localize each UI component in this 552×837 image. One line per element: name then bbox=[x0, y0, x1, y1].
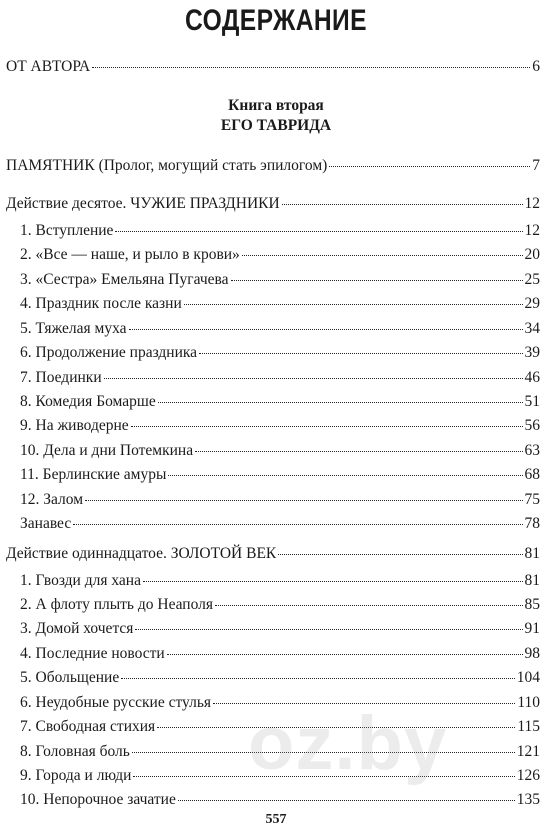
toc-entry-page: 75 bbox=[524, 491, 540, 508]
toc-entry-label: 4. Праздник после казни bbox=[20, 295, 182, 312]
dot-leader bbox=[178, 800, 515, 801]
dot-leader bbox=[129, 329, 523, 330]
dot-leader bbox=[213, 703, 515, 704]
toc-chapter[interactable] bbox=[20, 344, 540, 362]
dot-leader bbox=[115, 231, 522, 232]
toc-chapter[interactable] bbox=[20, 620, 540, 638]
toc-entry-page: 126 bbox=[516, 767, 540, 784]
toc-chapter[interactable] bbox=[20, 767, 540, 785]
toc-entry-page: 12 bbox=[524, 222, 540, 239]
toc-entry-act10[interactable] bbox=[6, 195, 540, 213]
toc-entry-label: 7. Свободная стихия bbox=[20, 718, 156, 735]
toc-chapter[interactable] bbox=[20, 393, 540, 411]
toc-entry-page: 98 bbox=[524, 645, 540, 662]
dot-leader bbox=[143, 581, 523, 582]
toc-entry-page: 68 bbox=[524, 466, 540, 483]
toc-entry-page: 29 bbox=[524, 295, 540, 312]
dot-leader bbox=[231, 280, 523, 281]
toc-entry-page: 81 bbox=[524, 545, 540, 562]
toc-chapter[interactable] bbox=[20, 466, 540, 484]
toc-chapter[interactable] bbox=[20, 271, 540, 289]
page-title: СОДЕРЖАНИЕ bbox=[185, 4, 367, 37]
toc-entry-label: 6. Продолжение праздника bbox=[20, 344, 198, 361]
toc-chapter[interactable] bbox=[20, 572, 540, 590]
toc-entry-label: 8. Комедия Бомарше bbox=[20, 393, 156, 410]
toc-entry-preface[interactable] bbox=[6, 58, 540, 76]
toc-entry-label: 3. «Сестра» Емельяна Пугачева bbox=[20, 271, 229, 288]
dot-leader bbox=[167, 654, 523, 655]
dot-leader bbox=[184, 304, 523, 305]
toc-entry-prologue[interactable] bbox=[6, 157, 540, 175]
page-number: 557 bbox=[265, 812, 287, 827]
book-title: ЕГО ТАВРИДА bbox=[220, 117, 332, 134]
toc-chapter[interactable] bbox=[20, 246, 540, 264]
toc-entry-label: 8. Головная боль bbox=[20, 743, 130, 760]
toc-entry-page: 20 bbox=[524, 246, 540, 263]
toc-entry-label: 11. Берлинские амуры bbox=[20, 466, 167, 483]
toc-entry-act11[interactable] bbox=[6, 545, 540, 563]
toc-chapter[interactable] bbox=[20, 369, 540, 387]
toc-entry-label: 4. Последние новости bbox=[20, 645, 165, 662]
toc-chapter[interactable] bbox=[20, 743, 540, 761]
dot-leader bbox=[131, 426, 523, 427]
toc-chapter[interactable] bbox=[20, 645, 540, 663]
dot-leader bbox=[282, 204, 523, 205]
toc-entry-page: 25 bbox=[524, 271, 540, 288]
toc-entry-label: 2. А флоту плыть до Неаполя bbox=[20, 596, 214, 613]
toc-entry-label: 1. Вступление bbox=[20, 222, 114, 239]
toc-entry-page: 91 bbox=[524, 620, 540, 637]
book-subtitle: Книга вторая bbox=[228, 97, 324, 114]
dot-leader bbox=[195, 451, 522, 452]
toc-entry-label: 9. Города и люди bbox=[20, 767, 132, 784]
toc-chapter[interactable] bbox=[20, 669, 540, 687]
toc-entry-page: 39 bbox=[524, 344, 540, 361]
dot-leader bbox=[278, 554, 522, 555]
toc-chapter[interactable] bbox=[20, 295, 540, 313]
toc-entry-page: 104 bbox=[516, 669, 540, 686]
toc-entry-label: ПАМЯТНИК (Пролог, могущий стать эпилогом) bbox=[6, 157, 328, 174]
toc-entry-page: 56 bbox=[524, 417, 540, 434]
toc-entry-label: 1. Гвозди для хана bbox=[20, 572, 141, 589]
toc-entry-label: 2. «Все — наше, и рыло в крови» bbox=[20, 246, 240, 263]
dot-leader bbox=[199, 353, 522, 354]
toc-chapter[interactable] bbox=[20, 491, 540, 509]
toc-entry-label: 12. Залом bbox=[20, 491, 84, 508]
dot-leader bbox=[168, 475, 522, 476]
toc-entry-page: 81 bbox=[524, 572, 540, 589]
dot-leader bbox=[85, 500, 522, 501]
dot-leader bbox=[215, 605, 522, 606]
toc-chapter[interactable] bbox=[20, 596, 540, 614]
toc-entry-label: 7. Поединки bbox=[20, 369, 102, 386]
toc-entry-label: Действие десятое. ЧУЖИЕ ПРАЗДНИКИ bbox=[6, 195, 280, 212]
toc-entry-page: 63 bbox=[524, 442, 540, 459]
toc-chapter[interactable] bbox=[20, 718, 540, 736]
dot-leader bbox=[157, 727, 515, 728]
toc-entry-page: 51 bbox=[524, 393, 540, 410]
toc-entry-page: 85 bbox=[524, 596, 540, 613]
toc-entry-page: 34 bbox=[524, 320, 540, 337]
toc-chapter[interactable] bbox=[20, 694, 540, 712]
dot-leader bbox=[158, 402, 523, 403]
toc-chapter[interactable] bbox=[20, 222, 540, 240]
dot-leader bbox=[135, 629, 522, 630]
dot-leader bbox=[329, 166, 530, 167]
toc-entry-label: 5. Тяжелая муха bbox=[20, 320, 127, 337]
toc-entry-page: 7 bbox=[532, 157, 540, 174]
toc-entry-page: 12 bbox=[524, 195, 540, 212]
dot-leader bbox=[104, 378, 523, 379]
toc-entry-label: 9. На живодерне bbox=[20, 417, 129, 434]
dot-leader bbox=[133, 776, 514, 777]
toc-entry-label: 6. Неудобные русские стулья bbox=[20, 694, 212, 711]
toc-entry-page: 110 bbox=[517, 694, 540, 711]
dot-leader bbox=[92, 67, 530, 68]
toc-entry-page: 121 bbox=[516, 743, 540, 760]
toc-entry-label: 5. Обольщение bbox=[20, 669, 120, 686]
toc-entry-label: 3. Домой хочется bbox=[20, 620, 134, 637]
toc-entry-page: 46 bbox=[524, 369, 540, 386]
toc-entry-page: 115 bbox=[517, 718, 540, 735]
dot-leader bbox=[121, 678, 515, 679]
toc-chapter[interactable] bbox=[20, 442, 540, 460]
toc-entry-page: 6 bbox=[532, 58, 540, 75]
toc-entry-page: 78 bbox=[524, 515, 540, 532]
toc-chapter[interactable] bbox=[20, 417, 540, 435]
toc-chapter[interactable] bbox=[20, 791, 540, 809]
toc-chapter[interactable] bbox=[20, 320, 540, 338]
toc-entry-label: ОТ АВТОРА bbox=[6, 58, 91, 75]
watermark: oz.by bbox=[248, 701, 448, 786]
dot-leader bbox=[242, 255, 523, 256]
toc-chapter[interactable] bbox=[20, 515, 540, 533]
toc-entry-label: Занавес bbox=[20, 515, 72, 532]
dot-leader bbox=[73, 524, 522, 525]
toc-entry-label: Действие одиннадцатое. ЗОЛОТОЙ ВЕК bbox=[6, 545, 277, 562]
toc-entry-label: 10. Непорочное зачатие bbox=[20, 791, 176, 808]
toc-entry-label: 10. Дела и дни Потемкина bbox=[20, 442, 194, 459]
dot-leader bbox=[132, 752, 515, 753]
toc-entry-page: 135 bbox=[516, 791, 540, 808]
